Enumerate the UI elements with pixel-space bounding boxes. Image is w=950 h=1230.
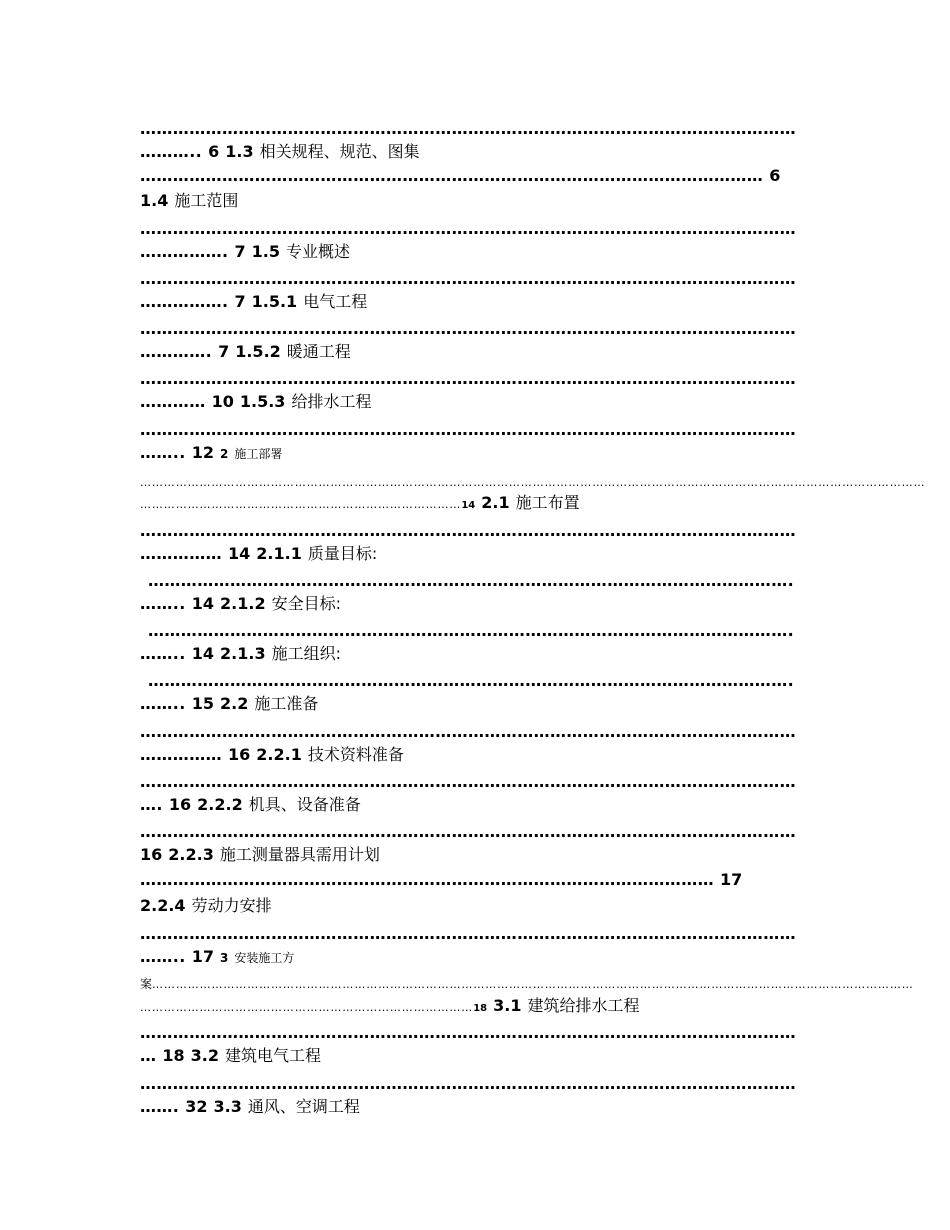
toc-dot-leader: ……………………………………………………………………… [140, 498, 462, 511]
toc-dot-leader: ………………………………………………………………………… [140, 1001, 474, 1014]
toc-page-number: 12 [191, 443, 215, 462]
toc-section-number: 2.2.4 [140, 896, 186, 915]
toc-dot-leader: ………………………………………………………………………………………………………… [140, 1023, 796, 1042]
toc-page-number: 17 [720, 870, 743, 889]
toc-page-number: 32 [185, 1097, 208, 1116]
toc-entry-1-5-2[interactable] [140, 341, 804, 363]
toc-dot-leader: …….. [140, 644, 186, 663]
toc-entry-3-2[interactable] [140, 1045, 804, 1067]
toc-dot-leader: ………… [140, 392, 206, 411]
toc-entry-3-1[interactable] [140, 995, 804, 1020]
toc-section-number: 2.2.1 [256, 745, 302, 764]
toc-section-number: 3 [220, 951, 229, 965]
toc-dot-leader: ……………. [140, 242, 229, 261]
toc-leader-line [140, 972, 914, 996]
toc-page-number: 10 [211, 392, 234, 411]
toc-page-number: 18 [162, 1046, 185, 1065]
toc-section-number: 1.5 [251, 242, 280, 261]
toc-dot-leader: ………………………………………………………………………………………………………… [140, 924, 796, 943]
toc-entry-1-3[interactable] [140, 141, 804, 163]
toc-entry-3-3[interactable] [140, 1096, 804, 1118]
toc-section-title: 案 [140, 977, 153, 991]
toc-page-number: 14 [191, 644, 215, 663]
toc-page-number: 17 [191, 947, 215, 966]
toc-entry-2-1-3[interactable] [140, 643, 804, 665]
toc-section-number: 3.3 [213, 1097, 242, 1116]
toc-dot-leader: …………………………………………………………………………………………… [140, 870, 714, 889]
toc-entry-1-5-1[interactable] [140, 291, 804, 313]
toc-leader-line [140, 165, 804, 187]
toc-dot-leader: …………… [140, 544, 222, 563]
toc-dot-leader: ………………………………………………………………………………………………………… [140, 420, 796, 439]
toc-page-number: 16 [168, 795, 192, 814]
toc-section-title: 机具、设备准备 [248, 795, 361, 814]
toc-dot-leader: …….. [140, 594, 186, 613]
toc-dot-leader: ………………………………………………………………………………………………………. [148, 671, 795, 690]
toc-dot-leader: ………………………………………………………………………………………………………… [140, 319, 796, 338]
toc-dot-leader: ………………………………………………………………………………………………………. [148, 621, 795, 640]
toc-section-title: 建筑给排水工程 [527, 996, 640, 1015]
toc-entry-2-1-1[interactable] [140, 543, 804, 565]
toc-entry-2-1-2[interactable] [140, 593, 804, 615]
toc-page-number: 7 [234, 292, 246, 311]
toc-section-title: 安装施工方 [234, 951, 295, 965]
toc-section-title: 相关规程、规范、图集 [259, 142, 420, 161]
toc-dot-leader: …. [140, 795, 163, 814]
toc-section-title: 通风、空调工程 [247, 1097, 360, 1116]
toc-section-number: 2.1.2 [220, 594, 266, 613]
toc-page-number: 14 [228, 544, 251, 563]
toc-dot-leader: …………… [140, 745, 222, 764]
toc-dot-leader: …….. [140, 694, 186, 713]
toc-section-number: 2.1 [481, 493, 510, 512]
toc-dot-leader: ……….. [140, 142, 203, 161]
toc-section-number: 1.4 [140, 191, 169, 210]
toc-section-title: 施工准备 [254, 694, 319, 713]
toc-section-title: 施工布置 [515, 493, 580, 512]
toc-section-number: 1.5.2 [235, 342, 281, 361]
toc-page-number: 18 [473, 1003, 488, 1014]
toc-section-title: 安全目标: [271, 594, 341, 613]
toc-section-title: 暖通工程 [286, 342, 351, 361]
toc-section-title: 电气工程 [303, 292, 368, 311]
toc-section-number: 2 [220, 447, 229, 461]
toc-section-number: 1.5.3 [239, 392, 286, 411]
toc-section-number: 2.1.1 [256, 544, 302, 563]
toc-section-title: 技术资料准备 [307, 745, 404, 764]
toc-entry-1-4[interactable] [140, 190, 804, 212]
toc-dot-leader: ………………………………………………………………………………………………………… [140, 119, 796, 138]
toc-section-number: 2.2.2 [197, 795, 243, 814]
toc-dot-leader: ……………………………………………………………………………………………………………………………………………………………………………… [140, 476, 926, 489]
toc-section-title: 质量目标: [307, 544, 378, 563]
toc-leader-line [140, 869, 804, 891]
toc-dot-leader: ………………………………………………………………………………………………………… [140, 521, 796, 540]
toc-dot-leader: …………………………………………………………………………………………………… [140, 166, 764, 185]
toc-dot-leader: ………………………………………………………………………………………………………………………………………………………………………… [152, 978, 914, 991]
toc-dot-leader: ……………. [140, 292, 229, 311]
toc-section-title: 施工部署 [234, 447, 283, 461]
toc-entry-2[interactable] [140, 442, 804, 465]
toc-section-number: 1.3 [225, 142, 254, 161]
toc-dot-leader: …….. [140, 443, 186, 462]
toc-entry-1-5-3[interactable] [140, 391, 804, 413]
toc-dot-leader: ………………………………………………………………………………………………………… [140, 219, 796, 238]
toc-section-number: 2.1.3 [220, 644, 266, 663]
toc-section-title: 专业概述 [285, 242, 350, 261]
toc-page-number: 14 [191, 594, 215, 613]
toc-page-number: 7 [218, 342, 230, 361]
toc-entry-2-2-2[interactable] [140, 794, 804, 816]
toc-entry-2-2-1[interactable] [140, 744, 804, 766]
toc-dot-leader: ………………………………………………………………………………………………………… [140, 822, 796, 841]
toc-entry-2-2-3[interactable] [140, 844, 804, 866]
toc-page-number: 16 [140, 845, 163, 864]
toc-entry-1-5[interactable] [140, 241, 804, 263]
toc-dot-leader: ……. [140, 1097, 180, 1116]
toc-section-number: 1.5.1 [251, 292, 298, 311]
toc-dot-leader: …………. [140, 342, 213, 361]
toc-dot-leader: ………………………………………………………………………………………………………… [140, 772, 796, 791]
toc-section-number: 2.2.3 [168, 845, 214, 864]
toc-entry-2-1[interactable] [140, 492, 804, 517]
toc-page-number: 15 [191, 694, 215, 713]
toc-section-number: 2.2 [220, 694, 249, 713]
toc-page-number: 6 [208, 142, 220, 161]
toc-section-title: 施工范围 [174, 191, 239, 210]
toc-section-title: 施工测量器具需用计划 [219, 845, 380, 864]
toc-page-number: 6 [769, 166, 781, 185]
toc-section-number: 3.1 [493, 996, 522, 1015]
toc-page-number: 16 [228, 745, 251, 764]
toc-dot-leader: ………………………………………………………………………………………………………… [140, 269, 796, 288]
toc-dot-leader: ………………………………………………………………………………………………………… [140, 1074, 796, 1093]
toc-section-title: 劳动力安排 [191, 896, 272, 915]
toc-dot-leader: ………………………………………………………………………………………………………… [140, 369, 796, 388]
toc-dot-leader: …….. [140, 947, 186, 966]
toc-entry-3[interactable] [140, 946, 804, 969]
toc-section-title: 给排水工程 [291, 392, 372, 411]
toc-section-title: 施工组织: [271, 644, 341, 663]
toc-entry-2-2[interactable] [140, 693, 804, 715]
toc-section-number: 3.2 [190, 1046, 220, 1065]
toc-entry-2-2-4[interactable] [140, 895, 804, 917]
toc-page-number: 14 [461, 500, 476, 511]
toc-dot-leader: … [140, 1046, 157, 1065]
toc-section-title: 建筑电气工程 [225, 1046, 322, 1065]
toc-dot-leader: ………………………………………………………………………………………………………… [140, 722, 796, 741]
toc-dot-leader: ………………………………………………………………………………………………………. [148, 571, 795, 590]
toc-page-number: 7 [234, 242, 246, 261]
